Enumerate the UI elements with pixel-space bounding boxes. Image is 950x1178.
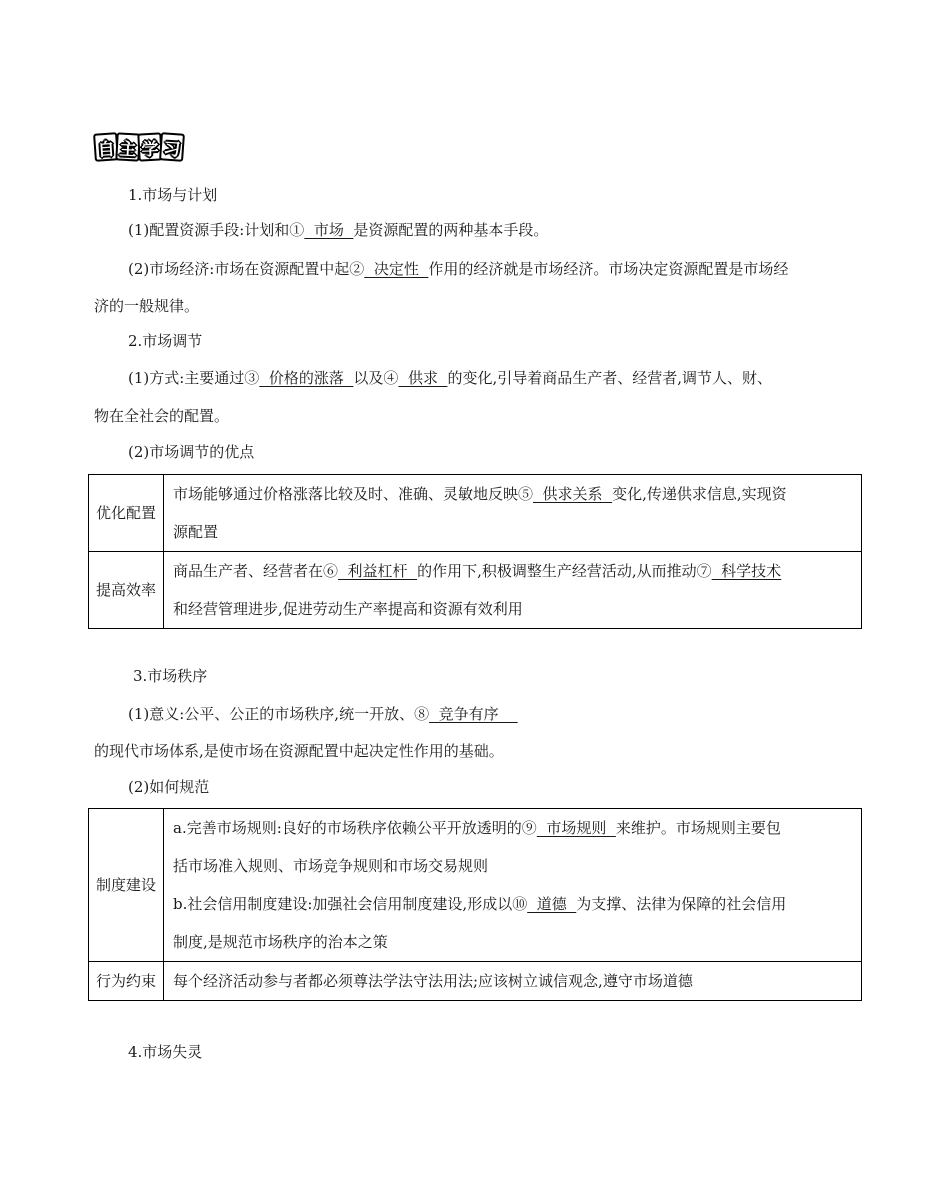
table-row xyxy=(89,475,862,552)
badge-char: 学 xyxy=(137,132,162,161)
self-study-badge xyxy=(94,133,182,159)
badge-char: 自 xyxy=(93,132,119,162)
market-regulation-table xyxy=(88,808,862,1001)
row-line xyxy=(173,809,853,847)
text: 以及④ xyxy=(353,369,399,387)
badge-char: 主 xyxy=(115,132,140,161)
text: (1)方式:主要通过③ xyxy=(128,369,260,387)
text: 变化,传递供求信息,实现资 xyxy=(612,485,787,503)
answer-blank: 道德 xyxy=(527,895,577,913)
section-2-subtitle: (2)市场调节的优点 xyxy=(128,443,255,461)
text: (2)市场经济:市场在资源配置中起② xyxy=(128,260,365,278)
answer-blank: 供求 xyxy=(398,369,448,387)
table-row xyxy=(89,809,862,962)
row-line: 括市场准入规则、市场竞争规则和市场交易规则 xyxy=(173,857,489,875)
text: 的作用下,积极调整生产经营活动,从而推动⑦ xyxy=(417,562,712,580)
table-row xyxy=(89,962,862,1001)
row-line xyxy=(173,552,853,590)
paragraph-2-1 xyxy=(128,368,772,388)
badge-char: 习 xyxy=(159,132,185,162)
section-2-title: 2.市场调节 xyxy=(128,332,203,350)
answer-blank: 市场 xyxy=(304,221,354,239)
row-line: 源配置 xyxy=(173,523,219,541)
row-key: 优化配置 xyxy=(89,475,164,552)
row-key: 制度建设 xyxy=(89,809,164,962)
answer-blank: 价格的涨落 xyxy=(259,369,354,387)
answer-blank: 市场规则 xyxy=(536,819,616,837)
table-row xyxy=(89,552,862,629)
paragraph-3-1 xyxy=(128,704,518,724)
row-value xyxy=(164,809,862,962)
answer-blank: 竞争有序 xyxy=(429,705,518,723)
section-3-title: 3.市场秩序 xyxy=(133,667,208,685)
row-line xyxy=(173,885,853,923)
section-1-title: 1.市场与计划 xyxy=(128,186,218,204)
row-line xyxy=(173,475,853,513)
section-4-title: 4.市场失灵 xyxy=(128,1043,203,1061)
answer-blank: 科学技术 xyxy=(711,562,782,580)
text: a.完善市场规则:良好的市场秩序依赖公平开放透明的⑨ xyxy=(173,819,537,837)
text: 作用的经济就是市场经济。市场决定资源配置是市场经 xyxy=(428,260,789,278)
text: b.社会信用制度建设:加强社会信用制度建设,形成以⑩ xyxy=(173,895,528,913)
text: 市场能够通过价格涨落比较及时、准确、灵敏地反映⑤ xyxy=(173,485,534,503)
row-value: 每个经济活动参与者都必须尊法学法守法用法;应该树立诚信观念,遵守市场道德 xyxy=(164,962,862,1001)
paragraph-1-1 xyxy=(128,220,548,240)
answer-blank: 供求关系 xyxy=(533,485,613,503)
section-3-subtitle: (2)如何规范 xyxy=(128,778,210,796)
row-value xyxy=(164,552,862,629)
paragraph-3-1-cont: 的现代市场体系,是使市场在资源配置中起决定性作用的基础。 xyxy=(94,742,504,760)
text: 的变化,引导着商品生产者、经营者,调节人、财、 xyxy=(447,369,773,387)
row-line: 和经营管理进步,促进劳动生产率提高和资源有效利用 xyxy=(173,600,523,618)
text: (1)意义:公平、公正的市场秩序,统一开放、⑧ xyxy=(128,705,430,723)
market-advantages-table xyxy=(88,474,862,629)
text: 来维护。市场规则主要包 xyxy=(615,819,781,837)
answer-blank: 决定性 xyxy=(364,260,429,278)
text: (1)配置资源手段:计划和① xyxy=(128,221,305,239)
paragraph-2-1-cont: 物在全社会的配置。 xyxy=(94,407,230,425)
row-line: 制度,是规范市场秩序的治本之策 xyxy=(173,933,388,951)
row-key: 提高效率 xyxy=(89,552,164,629)
row-value xyxy=(164,475,862,552)
paragraph-1-2-cont: 济的一般规律。 xyxy=(94,297,200,315)
row-key: 行为约束 xyxy=(89,962,164,1001)
text: 为支撑、法律为保障的社会信用 xyxy=(576,895,787,913)
paragraph-1-2 xyxy=(128,259,788,279)
answer-blank: 利益杠杆 xyxy=(338,562,418,580)
text: 商品生产者、经营者在⑥ xyxy=(173,562,339,580)
text: 是资源配置的两种基本手段。 xyxy=(353,221,549,239)
